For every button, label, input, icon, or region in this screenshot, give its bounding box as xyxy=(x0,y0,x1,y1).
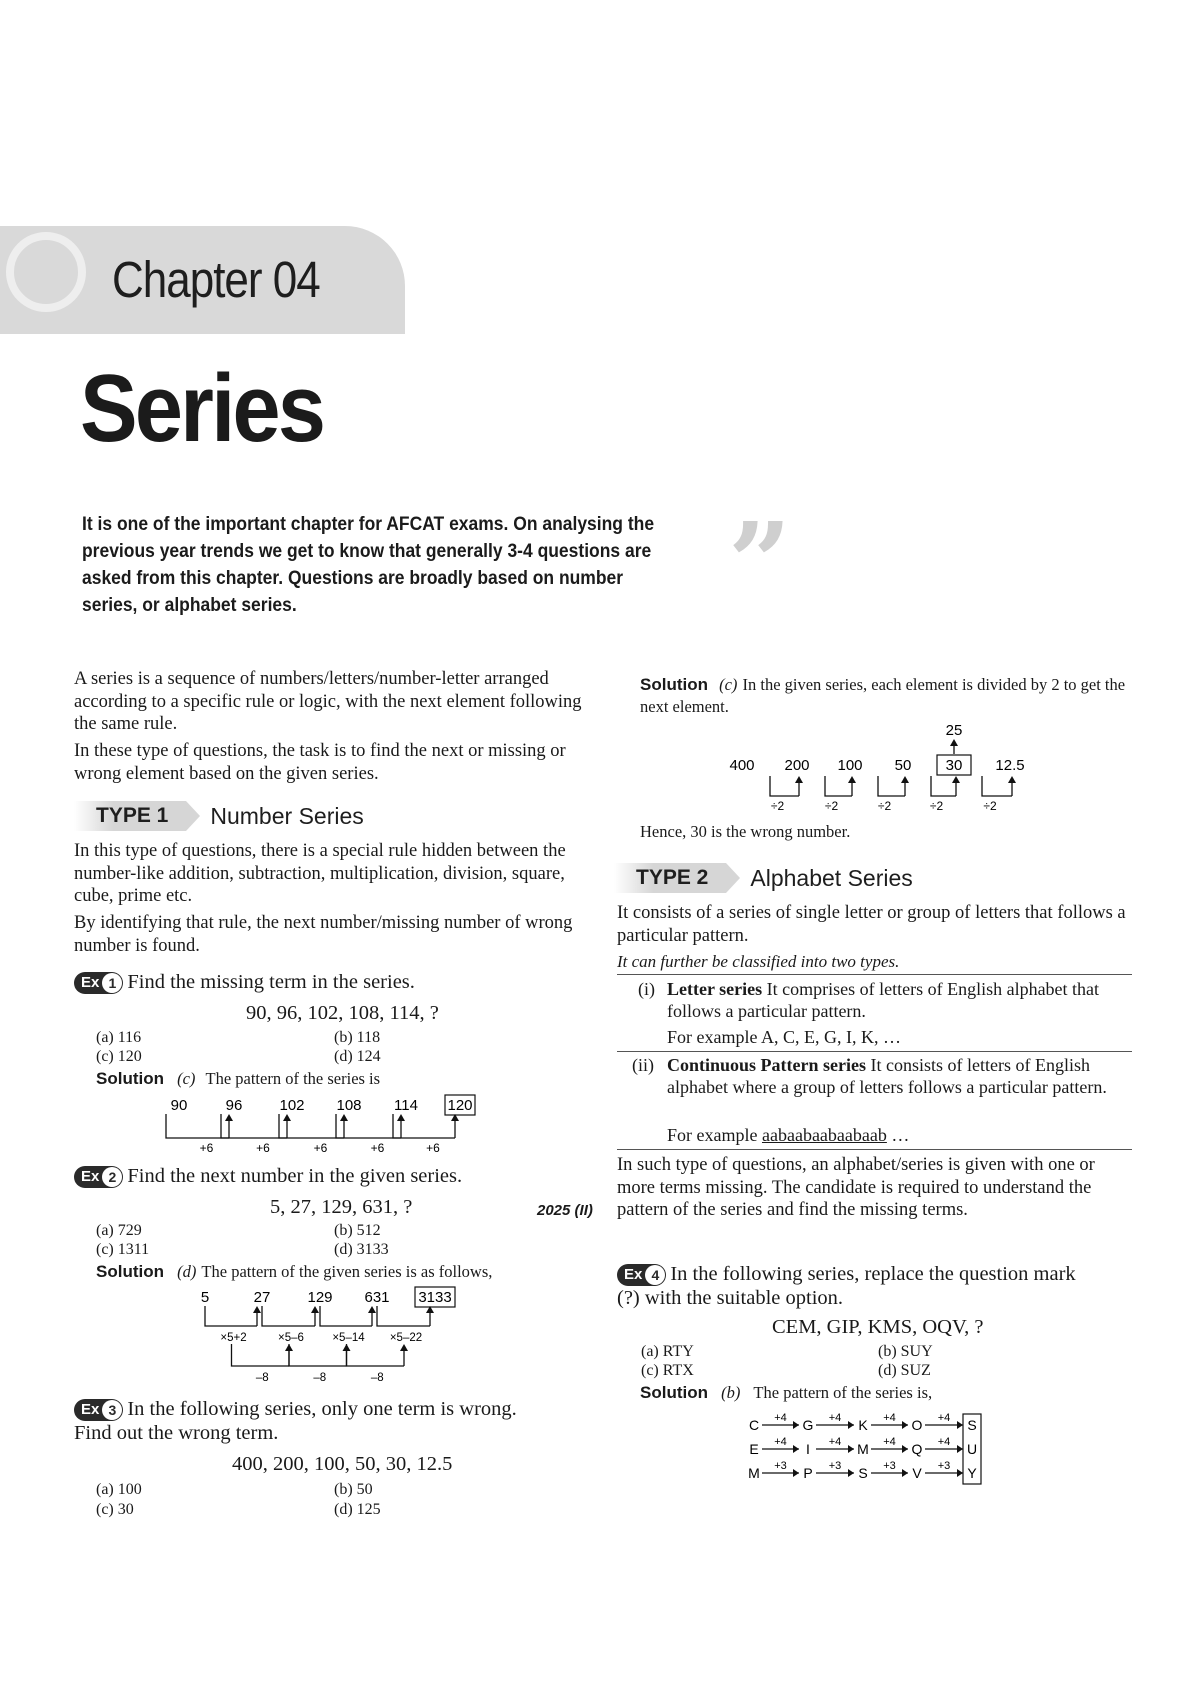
ex1-step-label: +6 xyxy=(199,1141,214,1154)
item-2 xyxy=(667,1054,1117,1098)
intro-paragraph-1: A series is a sequence of numbers/letters/number-letter arranged according to a specific rule or logic, with the next element following the same rule. xyxy=(74,669,582,734)
ex4-letter: U xyxy=(966,1441,978,1457)
ex4-letter: S xyxy=(967,1417,977,1433)
ex4-step-arrow-head xyxy=(793,1421,799,1429)
ex2-step-label: ×5+2 xyxy=(220,1332,247,1344)
ex1-step-label: +6 xyxy=(426,1141,440,1154)
ex1-series: 90, 96, 102, 108, 114, ? xyxy=(246,1002,439,1024)
item-2-text: It consists of letters of English alphabet where a group of letters follows a particular pattern. xyxy=(667,1055,1107,1097)
ex4-step-label: +4 xyxy=(937,1436,951,1448)
ex2-term: 5 xyxy=(200,1289,210,1306)
ex3-option-a: (a) 100 xyxy=(96,1481,142,1498)
ex4-letter: O xyxy=(911,1417,923,1433)
ex2-series: 5, 27, 129, 631, ? xyxy=(270,1196,413,1218)
ex1-step-label: +6 xyxy=(256,1141,270,1154)
ex2-step-bracket-arrow-head xyxy=(311,1306,319,1313)
ex2-diff-bracket xyxy=(347,1344,405,1366)
ex3-term: 100 xyxy=(837,757,863,774)
ex4-solution-choice: (b) xyxy=(721,1383,741,1402)
ex2-diff-bracket-arrow-head xyxy=(400,1344,408,1351)
ex4-step-arrow-head xyxy=(902,1469,908,1477)
ex4-question-line1: In the following series, replace the question mark xyxy=(670,1263,1076,1285)
item-2-term: Continuous Pattern series xyxy=(667,1055,866,1075)
ex3-conclusion: Hence, 30 is the wrong number. xyxy=(640,822,851,841)
ex2-diff-label: –8 xyxy=(313,1372,327,1384)
ex4-question-line2: (?) with the suitable option. xyxy=(617,1287,844,1309)
ex1-step-label: +6 xyxy=(370,1141,385,1154)
item-2-marker: (ii) xyxy=(632,1055,654,1075)
type1-title: Number Series xyxy=(210,803,364,829)
ex4-step-arrow-head xyxy=(793,1469,799,1477)
ex1-term: 102 xyxy=(279,1097,305,1114)
ex4-step-label: +3 xyxy=(937,1460,951,1472)
ex4-step-arrow-head xyxy=(848,1445,854,1453)
ex4-pattern-diagram xyxy=(745,1410,1005,1490)
ex4-step-label: +3 xyxy=(883,1460,896,1472)
ex4-letter: Q xyxy=(911,1441,923,1457)
ex4-option-a: (a) RTY xyxy=(641,1343,694,1360)
ex1-option-d: (d) 124 xyxy=(334,1048,381,1065)
type1-paragraph-2: By identifying that rule, the next number/missing number of wrong number is found. xyxy=(74,913,573,956)
ex2-pattern-diagram xyxy=(190,1286,480,1386)
ex1-term: 114 xyxy=(394,1097,418,1114)
divider xyxy=(617,974,1132,975)
ex3-solution-label: Solution xyxy=(640,675,708,694)
ex2-diff-bracket xyxy=(232,1344,290,1366)
type2-paragraph-2: It can further be classified into two types. xyxy=(617,952,900,971)
ex2-solution-text: The pattern of the given series is as follows, xyxy=(201,1262,493,1281)
ex3-correct-arrow-head xyxy=(950,739,958,746)
ex4-step-label: +4 xyxy=(774,1412,787,1424)
ex4-step-arrow-head xyxy=(957,1469,963,1477)
ex1-badge: Ex 1 xyxy=(74,972,123,994)
ex3-step-bracket-arrow-head xyxy=(1008,776,1016,783)
ex4-step-arrow-head xyxy=(957,1445,963,1453)
divider xyxy=(617,1149,1132,1150)
ex4-letter: S xyxy=(858,1465,868,1481)
ex3-step-bracket xyxy=(931,776,956,796)
ex4-step-arrow-head xyxy=(848,1421,854,1429)
ex4-step-arrow-head xyxy=(793,1445,799,1453)
ex4-letter: M xyxy=(748,1465,760,1481)
ex4-step-label: +4 xyxy=(883,1412,896,1424)
ex4-option-c: (c) RTX xyxy=(641,1362,694,1379)
ex2-badge: Ex 2 xyxy=(74,1166,123,1188)
type2-paragraph-1: It consists of a series of single letter or group of letters that follows a particular pattern. xyxy=(617,903,1126,946)
ex4-step-label: +4 xyxy=(828,1412,842,1424)
ex2-option-c: (c) 1311 xyxy=(96,1241,150,1258)
ex4-solution-text: The pattern of the series is, xyxy=(753,1383,933,1402)
ex4-option-d: (d) SUZ xyxy=(878,1362,931,1379)
ex4-letter: C xyxy=(748,1417,760,1433)
ex2-option-a: (a) 729 xyxy=(96,1222,142,1239)
ex4-letter: E xyxy=(749,1441,759,1457)
chapter-label: Chapter 04 xyxy=(112,252,320,309)
chapter-ring-icon xyxy=(6,232,86,312)
ex3-badge: Ex 3 xyxy=(74,1399,123,1421)
type1-paragraph-1: In this type of questions, there is a special rule hidden between the number-like addition, subtraction, multiplication, division, square, cube, prime etc. xyxy=(74,841,566,906)
ex2-step-label: ×5–14 xyxy=(332,1332,365,1344)
ex3-step-bracket-arrow-head xyxy=(848,776,856,783)
ex3-step-bracket xyxy=(770,776,799,796)
ex1-option-a: (a) 116 xyxy=(96,1029,142,1046)
ex3-step-bracket-arrow-head xyxy=(901,776,909,783)
item-1-text: It comprises of letters of English alphabet that follows a particular pattern. xyxy=(667,979,1100,1021)
ex1-pattern-diagram xyxy=(150,1092,510,1154)
ex4-option-b: (b) SUY xyxy=(878,1343,933,1360)
ex3-option-d: (d) 125 xyxy=(334,1501,381,1518)
ex2-step-bracket-arrow-head xyxy=(253,1306,261,1313)
ex3-option-b: (b) 50 xyxy=(334,1481,373,1498)
ex4-letter: I xyxy=(806,1441,810,1457)
ex1-term: 120 xyxy=(447,1097,473,1114)
ex1-question-row xyxy=(74,970,415,994)
item-1-example: For example A, C, E, G, I, K, … xyxy=(667,1027,901,1047)
ex3-term: 400 xyxy=(729,757,755,774)
ex2-diff-label: –8 xyxy=(255,1372,269,1384)
item-1 xyxy=(667,978,1132,1022)
ex1-solution-label: Solution xyxy=(96,1069,164,1088)
ex2-step-bracket-arrow-head xyxy=(368,1306,376,1313)
ex1-term: 108 xyxy=(336,1097,362,1114)
ex3-solution-text: In the given series, each element is divided by 2 to get the next element. xyxy=(640,675,1126,716)
ex4-step-arrow-head xyxy=(848,1469,854,1477)
ex3-pattern-diagram xyxy=(720,720,1030,820)
ex3-correct-value: 25 xyxy=(945,722,963,739)
ex2-diff-label: –8 xyxy=(370,1372,384,1384)
ex2-step-bracket xyxy=(262,1306,315,1326)
ex3-step-bracket xyxy=(878,776,905,796)
ex3-series: 400, 200, 100, 50, 30, 12.5 xyxy=(232,1453,453,1475)
item-2-example: For example aabaabaabaabaab … xyxy=(667,1125,910,1145)
chapter-intro: It is one of the important chapter for AFCAT exams. On analysing the previous year trends we get to know that generally 3-4 questions are asked from this chapter. Questions are broadly based on number series, or alphabet series. xyxy=(82,514,655,616)
type2-heading xyxy=(614,863,913,893)
ex3-term: 12.5 xyxy=(995,757,1025,774)
ex4-solution-label: Solution xyxy=(640,1383,708,1402)
ex1-option-b: (b) 118 xyxy=(334,1029,381,1046)
ex4-letter: K xyxy=(858,1417,868,1433)
ex3-solution-choice: (c) xyxy=(719,675,738,694)
ex1-step-bracket-arrow-head xyxy=(340,1114,348,1121)
ex1-option-c: (c) 120 xyxy=(96,1048,142,1065)
ex4-letter: M xyxy=(857,1441,869,1457)
ex4-step-label: +3 xyxy=(828,1460,842,1472)
ex2-term: 3133 xyxy=(418,1289,452,1306)
ex1-solution-choice: (c) xyxy=(177,1069,196,1088)
ex3-question-line1: In the following series, only one term is wrong. xyxy=(127,1398,517,1420)
ex4-step-label: +4 xyxy=(828,1436,842,1448)
type2-title: Alphabet Series xyxy=(750,865,913,891)
ex4-step-label: +4 xyxy=(774,1436,787,1448)
ex2-solution-choice: (d) xyxy=(177,1262,197,1281)
ex2-diff-bracket xyxy=(289,1344,347,1366)
ex4-letter: P xyxy=(803,1465,813,1481)
type2-paragraph-3: In such type of questions, an alphabet/series is given with one or more terms missing. The candidate is required to understand the pattern of the series and find the missing terms. xyxy=(617,1155,1095,1220)
type1-tag: TYPE 1 xyxy=(74,801,186,831)
ex3-option-c: (c) 30 xyxy=(96,1501,134,1518)
ex3-term: 30 xyxy=(945,757,963,774)
ex1-solution-text: The pattern of the series is xyxy=(205,1069,381,1088)
ex2-term: 129 xyxy=(307,1289,333,1306)
ex4-letter: Y xyxy=(967,1465,977,1481)
ex2-step-bracket xyxy=(377,1306,430,1326)
ex3-term: 200 xyxy=(784,757,810,774)
divider xyxy=(617,1051,1132,1052)
ex1-step-bracket-arrow-head xyxy=(397,1114,405,1121)
ex2-solution-label: Solution xyxy=(96,1262,164,1281)
ex4-step-label: +4 xyxy=(937,1412,951,1424)
ex4-question-row xyxy=(617,1262,1076,1286)
ex2-question: Find the next number in the given series. xyxy=(127,1165,463,1187)
ex3-term: 50 xyxy=(894,757,912,774)
ex3-step-label: ÷2 xyxy=(877,799,892,813)
type1-heading xyxy=(74,801,364,831)
ex1-solution-line xyxy=(96,1069,380,1089)
ex1-step-bracket-arrow-head xyxy=(225,1114,233,1121)
intro-paragraph-2: In these type of questions, the task is to find the next or missing or wrong element based on the given series. xyxy=(74,741,566,784)
ex2-step-label: ×5–22 xyxy=(389,1332,423,1344)
ex3-step-bracket xyxy=(825,776,852,796)
ex2-step-bracket xyxy=(205,1306,257,1326)
item-1-term: Letter series xyxy=(667,979,763,999)
ex3-step-bracket xyxy=(982,776,1012,796)
item-1-marker: (i) xyxy=(638,979,655,999)
ex2-question-row xyxy=(74,1164,462,1188)
ex4-letter: V xyxy=(912,1465,922,1481)
ex4-solution-line xyxy=(640,1383,932,1403)
ex3-step-label: ÷2 xyxy=(983,799,997,813)
ex1-question: Find the missing term in the series. xyxy=(127,971,415,993)
ex4-step-label: +4 xyxy=(883,1436,896,1448)
ex1-step-bracket xyxy=(166,1114,229,1138)
ex3-question-line2: Find out the wrong term. xyxy=(74,1422,279,1444)
chapter-title: Series xyxy=(80,355,324,462)
ex4-step-arrow-head xyxy=(902,1421,908,1429)
quote-mark-icon: ” xyxy=(728,498,792,627)
ex2-solution-line xyxy=(96,1262,492,1282)
ex2-year-tag: 2025 (II) xyxy=(537,1202,593,1219)
ex4-step-label: +3 xyxy=(774,1460,787,1472)
ex1-step-label: +6 xyxy=(313,1141,328,1154)
ex2-option-d: (d) 3133 xyxy=(334,1241,389,1258)
ex2-option-b: (b) 512 xyxy=(334,1222,381,1239)
ex3-step-bracket-arrow-head xyxy=(795,776,803,783)
ex2-step-bracket xyxy=(320,1306,372,1326)
ex3-step-label: ÷2 xyxy=(770,799,785,813)
ex3-question-row xyxy=(74,1397,517,1421)
type2-tag: TYPE 2 xyxy=(614,863,726,893)
ex1-term: 96 xyxy=(225,1097,243,1114)
ex2-term: 631 xyxy=(364,1289,390,1306)
ex1-step-bracket-arrow-head xyxy=(283,1114,291,1121)
ex3-step-label: ÷2 xyxy=(929,799,944,813)
ex4-badge: Ex 4 xyxy=(617,1264,666,1286)
ex4-letter: G xyxy=(802,1417,814,1433)
ex3-step-bracket-arrow-head xyxy=(952,776,960,783)
ex3-step-label: ÷2 xyxy=(824,799,839,813)
ex4-series: CEM, GIP, KMS, OQV, ? xyxy=(772,1316,984,1338)
ex4-step-arrow-head xyxy=(902,1445,908,1453)
item-2-example-pattern: aabaabaabaabaab xyxy=(761,1125,887,1145)
ex2-term: 27 xyxy=(253,1289,271,1306)
ex3-solution-block xyxy=(640,674,1130,718)
ex4-step-arrow-head xyxy=(957,1421,963,1429)
ex1-term: 90 xyxy=(170,1097,188,1114)
ex2-step-label: ×5–6 xyxy=(278,1332,304,1344)
